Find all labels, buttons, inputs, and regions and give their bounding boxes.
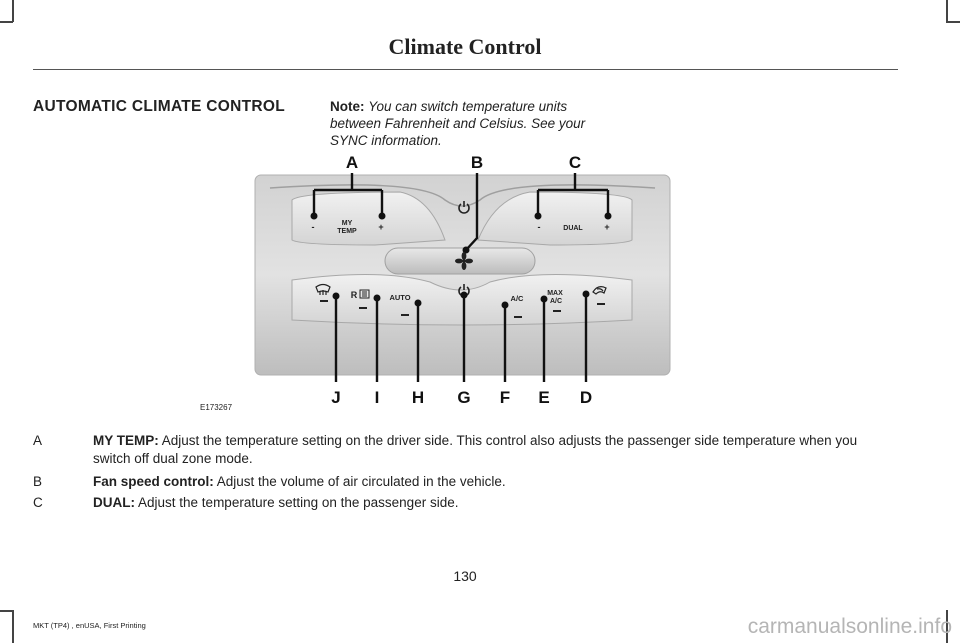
description-term: MY TEMP:: [93, 433, 159, 448]
callout-b: B: [470, 153, 484, 172]
description-term: Fan speed control:: [93, 474, 214, 489]
crop-mark: [12, 0, 14, 22]
my-temp-label-1: MY: [341, 220, 353, 227]
callout-a: A: [345, 153, 359, 172]
max-ac-label-1: MAX: [547, 290, 563, 297]
rear-defrost-label: R: [350, 290, 358, 300]
crop-mark: [946, 0, 948, 22]
callout-h: H: [411, 388, 425, 407]
crop-mark: [0, 610, 13, 612]
crop-mark: [0, 21, 13, 23]
note: [330, 98, 620, 149]
description-text: Adjust the temperature setting on the driver side. This control also adjusts the passenger side temperature when you switch off dual zone mode.: [93, 433, 858, 466]
print-info: MKT (TP4) , enUSA, First Printing: [33, 621, 146, 630]
page-number: 130: [453, 568, 477, 584]
callout-d: D: [579, 388, 593, 407]
my-temp-plus-label: +: [378, 222, 384, 232]
description-text: Adjust the volume of air circulated in the vehicle.: [216, 474, 506, 489]
crop-mark: [946, 21, 960, 23]
callout-g: G: [457, 388, 471, 407]
max-ac-label-2: A/C: [549, 298, 563, 305]
auto-label: AUTO: [389, 293, 411, 302]
description-letter: A: [33, 433, 43, 448]
dual-label: DUAL: [563, 225, 583, 232]
dual-minus-label: -: [537, 222, 541, 232]
page-title: Climate Control: [388, 34, 542, 59]
dual-plus-label: +: [604, 222, 610, 232]
description-term: DUAL:: [93, 495, 135, 510]
header-rule: [33, 69, 898, 70]
description-letter: C: [33, 495, 43, 510]
callout-c: C: [568, 153, 582, 172]
watermark: carmanualsonline.info: [747, 615, 952, 638]
my-temp-label-2: TEMP: [337, 228, 357, 235]
callout-i: I: [374, 388, 380, 407]
crop-mark: [12, 610, 14, 643]
description-item: [33, 432, 893, 467]
note-text: You can switch temperature units between Fahrenheit and Celsius. See your SYNC information.: [330, 99, 586, 148]
callout-e: E: [538, 388, 550, 407]
my-temp-minus-label: -: [311, 222, 315, 232]
climate-panel-figure: [200, 150, 680, 415]
description-letter: B: [33, 474, 43, 489]
description-item: [33, 494, 893, 512]
description-item: [33, 473, 893, 491]
section-heading: AUTOMATIC CLIMATE CONTROL: [33, 98, 286, 115]
figure-id: E173267: [200, 403, 233, 412]
note-label: Note:: [330, 99, 365, 114]
description-text: Adjust the temperature setting on the passenger side.: [138, 495, 459, 510]
callout-j: J: [331, 388, 341, 407]
callout-f: F: [499, 388, 511, 407]
ac-label: A/C: [510, 294, 524, 303]
